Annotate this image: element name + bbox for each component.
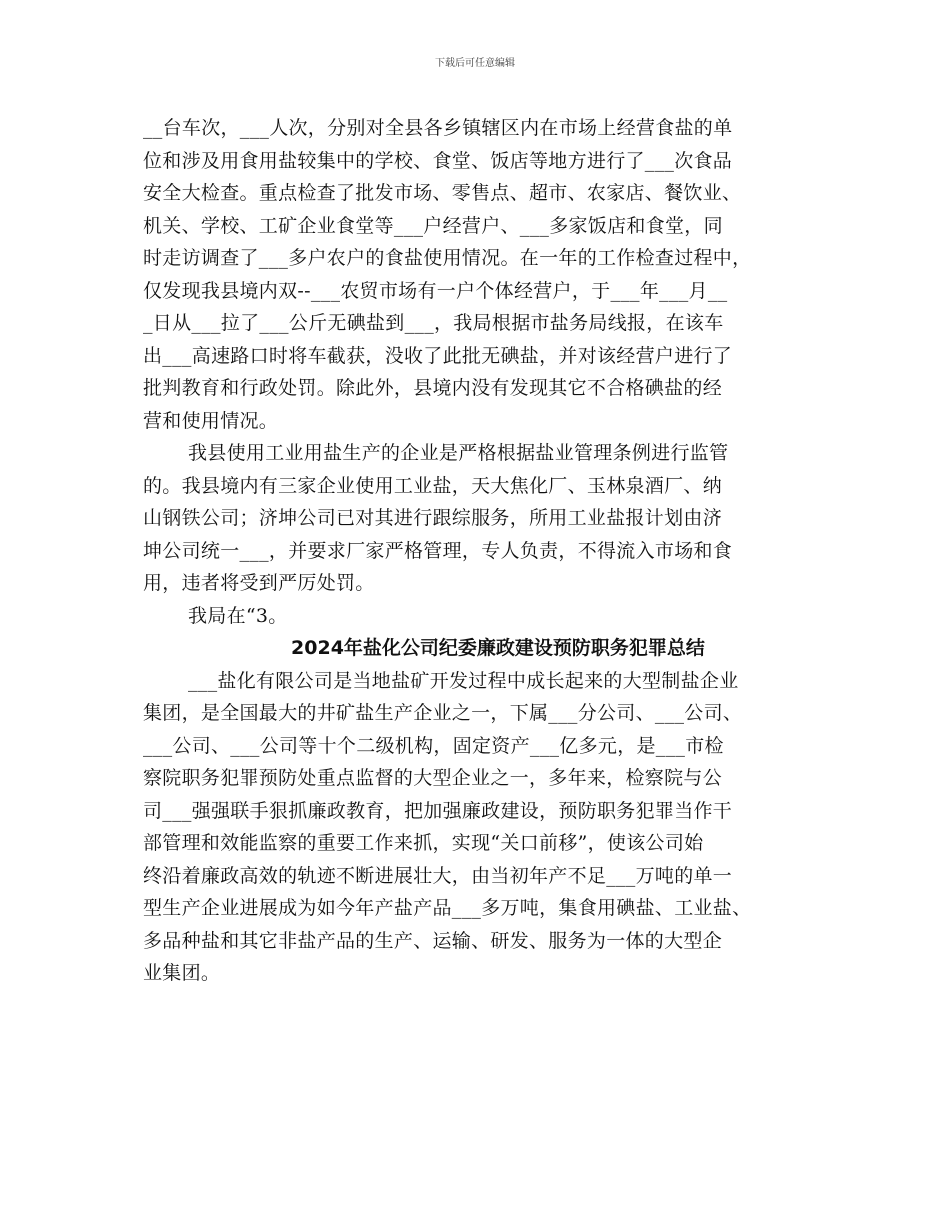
text-line: 机关、学校、工矿企业食堂等___户经营户、___多家饭店和食堂，同 xyxy=(143,214,723,237)
text-line: 用，违者将受到严厉处罚。 xyxy=(143,572,375,594)
text-line: 终沿着廉政高效的轨迹不断进展壮大，由当初年产不足___万吨的单一 xyxy=(143,864,733,887)
text-line: _日从___拉了___公斤无碘盐到___，我局根据市盐务局线报，在该车 xyxy=(143,312,724,334)
paragraph-inspection xyxy=(143,112,833,437)
text-line: 批判教育和行政处罚。除此外，县境内没有发现其它不合格碘盐的经 xyxy=(143,377,723,399)
text-line: 山钢铁公司；济坤公司已对其进行跟综服务，所用工业盐报计划由济 xyxy=(143,507,723,529)
text-line: 坤公司统一___，并要求厂家严格管理，专人负责，不得流入市场和食 xyxy=(143,539,733,562)
text-line: 安全大检查。重点检查了批发市场、零售点、超市、农家店、餐饮业、 xyxy=(143,182,742,204)
text-line: ___盐化有限公司是当地盐矿开发过程中成长起来的大型制盐企业 xyxy=(188,669,739,692)
text-line: 型生产企业进展成为如今年产盐产品___多万吨，集食用碘盐、工业盐、 xyxy=(143,897,752,919)
text-line: 多品种盐和其它非盐产品的生产、运输、研发、服务为一体的大型企 xyxy=(143,929,723,952)
document-body xyxy=(143,112,833,990)
text-line: 时走访调查了___多户农户的食盐使用情况。在一年的工作检查过程中， xyxy=(143,247,752,269)
text-line: 出___高速路口时将车截获，没收了此批无碘盐，并对该经营户进行了 xyxy=(143,344,733,367)
text-line: 司___强强联手狠抓廉政教育，把加强廉政建设，预防职务犯罪当作干 xyxy=(143,799,733,822)
section-title: 2024年盐化公司纪委廉政建设预防职务犯罪总结 xyxy=(291,637,705,659)
text-line: 营和使用情况。 xyxy=(143,409,279,432)
paragraph-company-summary xyxy=(143,665,833,990)
text-line: 察院职务犯罪预防处重点监督的大型企业之一，多年来，检察院与公 xyxy=(143,767,723,789)
page-header: 下载后可任意编辑 xyxy=(435,58,515,69)
paragraph-bureau: 我局在“3。 xyxy=(188,604,288,627)
text-line: 集团，是全国最大的井矿盐生产企业之一，下属___分公司、___公司、 xyxy=(143,702,743,724)
text-line: 业集团。 xyxy=(143,962,221,984)
text-line: 我县使用工业用盐生产的企业是严格根据盐业管理条例进行监管 xyxy=(188,442,729,464)
text-line: 部管理和效能监察的重要工作来抓，实现“关口前移”，使该公司始 xyxy=(143,832,704,854)
text-line: ___公司、___公司等十个二级机构，固定资产___亿多元，是___市检 xyxy=(143,734,724,757)
text-line: 的。我县境内有三家企业使用工业盐，天大焦化厂、玉林泉酒厂、纳 xyxy=(143,474,723,497)
paragraph-industrial-salt xyxy=(143,437,833,600)
text-line: __台车次，___人次，分别对全县各乡镇辖区内在市场上经营食盐的单 xyxy=(143,117,733,139)
text-line: 位和涉及用食用盐较集中的学校、食堂、饭店等地方进行了___次食品 xyxy=(143,149,733,172)
text-line: 仅发现我县境内双--___农贸市场有一户个体经营户，于___年___月__ xyxy=(143,279,728,302)
